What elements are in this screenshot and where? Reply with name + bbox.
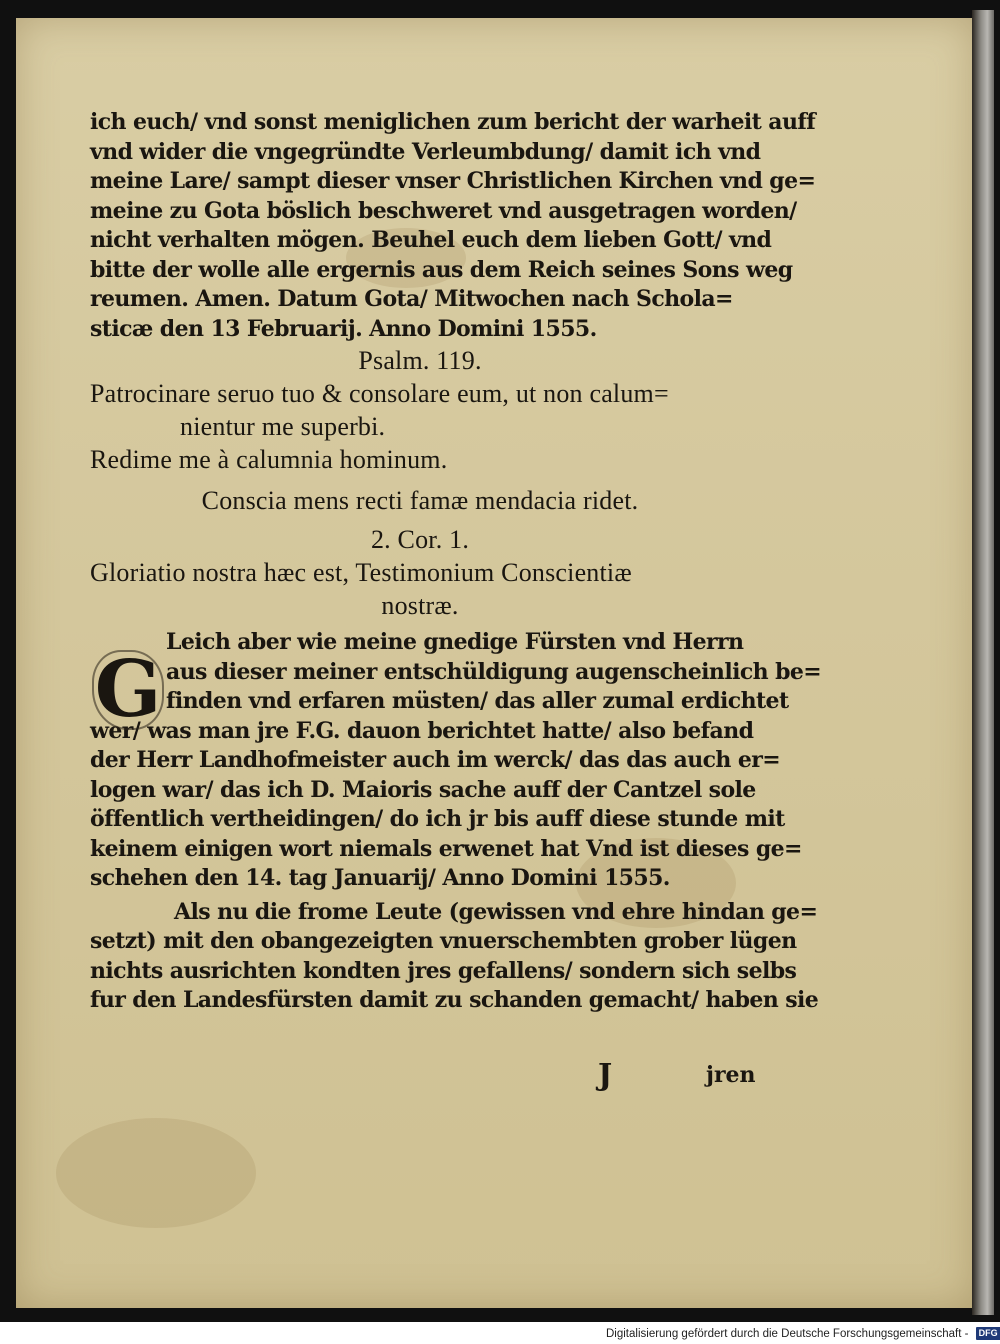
text-line: fur den Landesfürsten damit zu schanden gemacht/ haben sie [90,987,819,1013]
text-line: meine Lare/ sampt dieser vnser Christlichen Kirchen vnd ge= [90,168,816,194]
psalm-verse-line: Patrocinare seruo tuo & consolare eum, ut non calum= [90,379,669,408]
paper-stain [56,1118,256,1228]
cor-verse-line: nostræ. [381,591,459,620]
book-edge [972,10,994,1315]
initial-letter: G [94,644,162,735]
text-line: reumen. Amen. Datum Gota/ Mitwochen nach Schola= [90,286,733,312]
text-line: keinem einigen wort niemals erwenet hat Vnd ist dieses ge= [90,835,802,862]
text-line: Leich aber wie meine gnedige Fürsten vnd Herrn [166,629,744,655]
text-line: ich euch/ vnd sonst meniglichen zum bericht der warheit auff [90,109,816,135]
text-line: setzt) mit den obangezeigten vnuerschembten grober lügen [90,928,797,954]
text-line: Als nu die frome Leute (gewissen vnd ehre hindan ge= [174,898,818,925]
text-line: schehen den 14. tag Januarij/ Anno Domini 1555. [90,865,670,891]
closing-paragraph [90,898,819,1016]
dfg-logo: DFG [976,1327,1000,1340]
text-line: nichts ausrichten kondten jres gefallens/ sondern sich selbs [90,957,797,984]
text-line: vnd wider die vngegründte Verleumbdung/ damit ich vnd [90,138,761,165]
footer-text: Digitalisierung gefördert durch die Deutsche Forschungsgemeinschaft - [606,1328,969,1340]
text-line: sticæ den 13 Februarij. Anno Domini 1555. [90,315,597,342]
initial-flourish [92,650,164,730]
text-line: aus dieser meiner entschüldigung augenscheinlich be= [166,658,822,685]
cor-verse-line: Gloriatio nostra hæc est, Testimonium Conscientiæ [90,558,632,587]
main-paragraph [90,628,822,894]
signature-mark: J [598,1058,613,1093]
text-line: meine zu Gota böslich beschweret vnd ausgetragen worden/ [90,197,797,224]
text-line: bitte der wolle alle ergernis aus dem Reich seines Sons weg [90,256,793,283]
decorated-initial [92,644,164,735]
psalm-verse-line: nientur me superbi. [180,412,386,441]
digitization-footer [606,1326,1000,1344]
text-line: öffentlich vertheidingen/ do ich jr bis auff diese stunde mit [90,806,785,832]
opening-paragraph [90,108,816,344]
text-line: nicht verhalten mögen. Beuhel euch dem lieben Gott/ vnd [90,227,772,253]
text-line: der Herr Landhofmeister auch im werck/ das das auch er= [90,747,781,773]
psalm-verse-line: Redime me à calumnia hominum. [90,445,448,474]
catchword: jren [706,1062,756,1088]
motto: Conscia mens recti famæ mendacia ridet. [201,486,639,515]
text-line: wer/ was man jre F.G. dauon berichtet hatte/ also befand [90,717,754,744]
text-line: finden vnd erfaren müsten/ das aller zumal erdichtet [166,688,789,714]
cor-heading: 2. Cor. 1. [370,525,470,554]
psalm-heading: Psalm. 119. [358,346,482,375]
page-text [90,108,822,1016]
text-line: logen war/ das ich D. Maioris sache auff der Cantzel sole [90,776,756,803]
